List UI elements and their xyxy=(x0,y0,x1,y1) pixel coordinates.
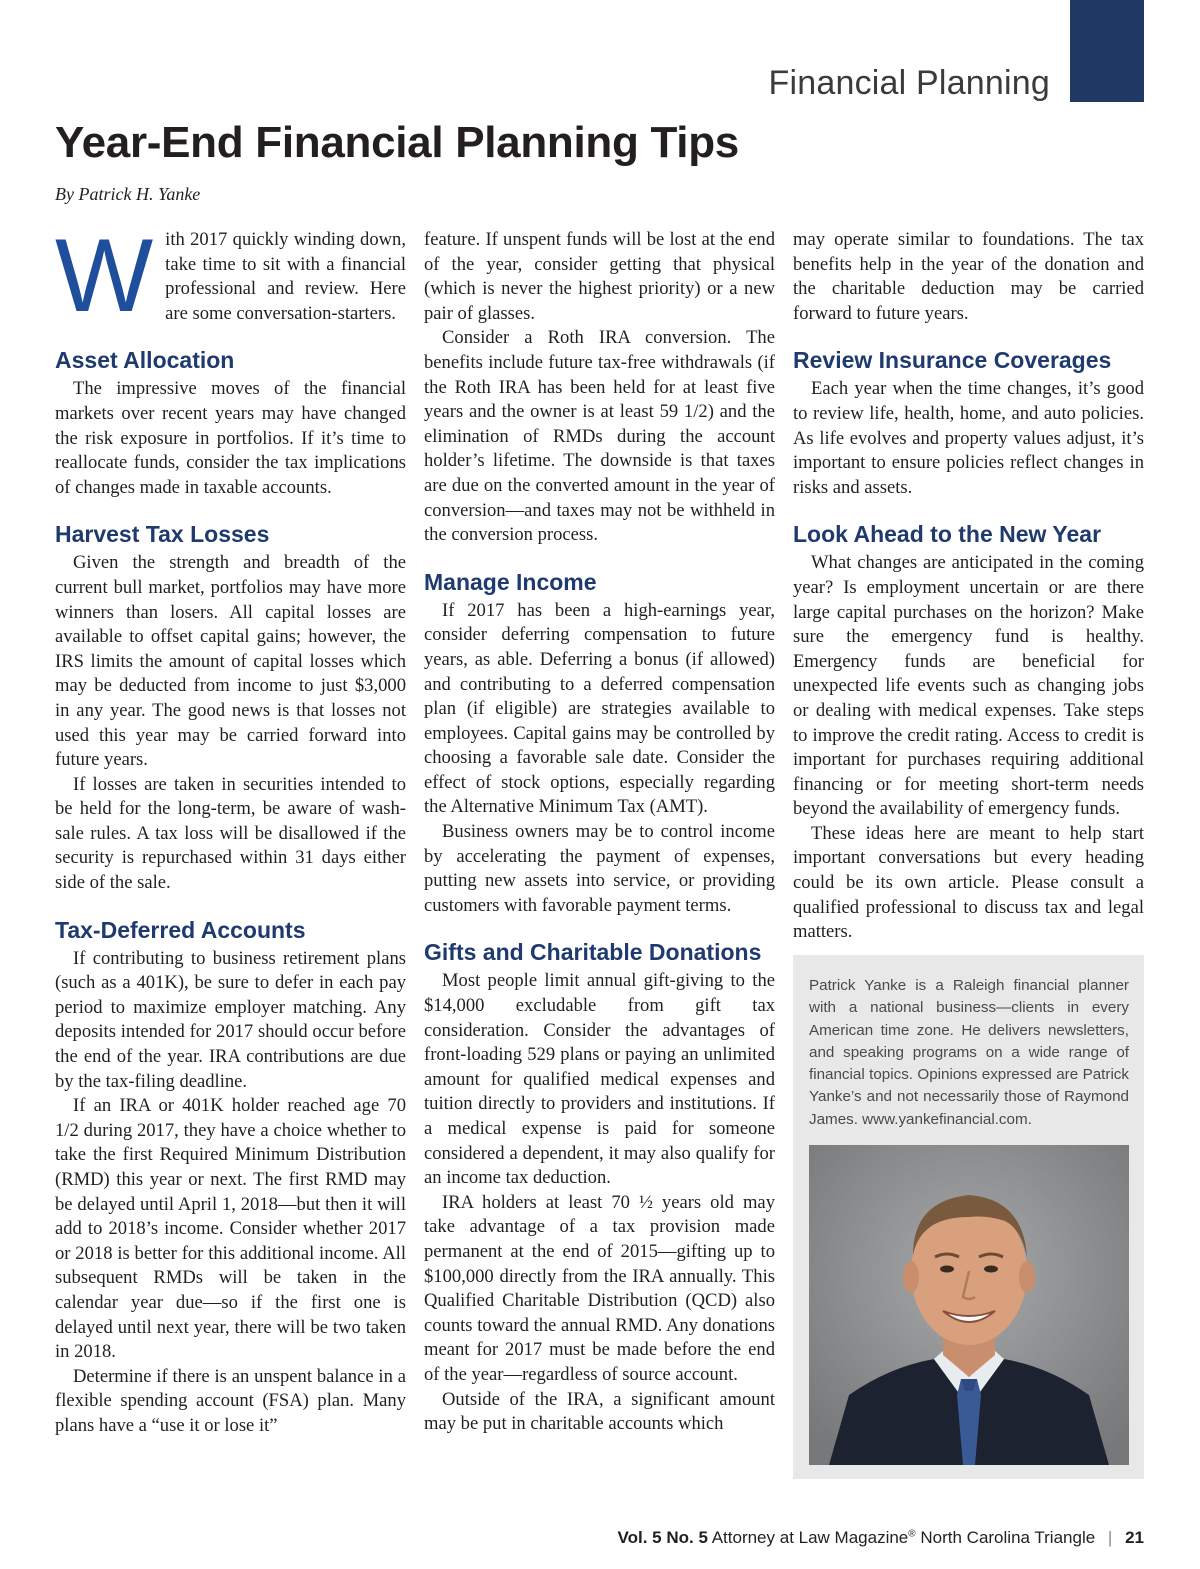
author-bio-text: Patrick Yanke is a Raleigh financial planner with a national business—clients in every American time zone. He delivers newsletters, and speaking programs on a wide range of financial topics. Opinions expressed are Patrick Yanke’s and not necessarily those of Raymond James. www.yankefinancial.com. xyxy=(809,977,1129,1128)
magazine-name: Attorney at Law Magazine xyxy=(711,1528,909,1547)
footer-divider: | xyxy=(1107,1528,1113,1547)
paragraph: Determine if there is an unspent balance in a flexible spending account (FSA) plan. Many plans have a “use it or lose it” xyxy=(55,1365,406,1436)
paragraph: may operate similar to foundations. The tax benefits help in the year of the donation and the charitable deduction may be carried forward to future years. xyxy=(793,229,1144,324)
paragraph: If contributing to business retirement plans (such as a 401K), be sure to defer in each pay period to maximize employer matching. Any deposits intended for 2017 should occur before the end of the year. IRA contributions are due by the tax-filing deadline. xyxy=(55,947,406,1092)
paragraph: Given the strength and breadth of the current bull market, portfolios may have more winners than losers. All capital losses are available to offset capital gains; however, the IRS limits the amount of capital losses which may be deducted from income to just $3,000 in any year. The good news is that losses not used this year may be carried forward into future years. xyxy=(55,552,406,771)
heading-review-insurance: Review Insurance Coverages xyxy=(793,347,1112,374)
paragraph: feature. If unspent funds will be lost at the end of the year, consider getting that physical (which is never the highest priority) or a new pair of glasses. xyxy=(424,229,775,324)
paragraph: Most people limit annual gift-giving to the $14,000 excludable from gift tax consideration. Consider the advantages of front-loading 529 plans or paying an unlimited amount for qualified medical expenses and tuition directly to providers and institutions. If a medical expense is paid for someone considered a dependent, it may also qualify for an income tax deduction. xyxy=(424,970,775,1189)
paragraph: Outside of the IRA, a significant amount may be put in charitable accounts which xyxy=(424,1388,775,1435)
heading-harvest-tax-losses: Harvest Tax Losses xyxy=(55,521,270,548)
intro-paragraph xyxy=(55,218,406,334)
paragraph: Business owners may be to control income by accelerating the payment of expenses, putting new assets into service, or providing customers with favorable payment terms. xyxy=(424,821,775,916)
page-number: 21 xyxy=(1125,1528,1144,1547)
paragraph: What changes are anticipated in the coming year? Is employment uncertain or are there large capital purchases on the horizon? Make sure the emergency fund is healthy. Emergency funds are beneficial for unexpected life events such as changing jobs or dealing with medical expenses. Take steps to improve the credit rating. Access to credit is important for purchases requiring additional financing or for meeting short-term needs beyond the availability of emergency funds. xyxy=(793,552,1144,820)
heading-tax-deferred-accounts: Tax-Deferred Accounts xyxy=(55,916,306,943)
byline: By Patrick H. Yanke xyxy=(55,184,201,204)
author-bio-box xyxy=(793,955,1144,1479)
paragraph: Each year when the time changes, it’s good to review life, health, home, and auto policies. As life evolves and property values adjust, it’s important to ensure policies reflect changes in risks and assets. xyxy=(793,378,1144,498)
page-footer xyxy=(618,1528,1144,1548)
drop-cap: W xyxy=(55,218,154,334)
paragraph: These ideas here are meant to help start important conversations but every heading could be its own article. Please consult a qualified professional to discuss tax and legal matters. xyxy=(793,822,1144,943)
heading-manage-income: Manage Income xyxy=(424,568,597,595)
region-name: North Carolina Triangle xyxy=(920,1528,1096,1547)
intro-text: ith 2017 quickly winding down, take time to sit with a financial professional and review. Here are some conversation-starters. xyxy=(165,229,406,324)
registered-mark: ® xyxy=(908,1528,916,1540)
section-label: Financial Planning xyxy=(768,64,1050,102)
heading-look-ahead: Look Ahead to the New Year xyxy=(793,521,1102,548)
column-3 xyxy=(793,228,1144,945)
heading-asset-allocation: Asset Allocation xyxy=(55,347,235,374)
article-title: Year-End Financial Planning Tips xyxy=(55,118,739,167)
paragraph: If 2017 has been a high-earnings year, consider deferring compensation to future years, as able. Deferring a bonus (if allowed) and contributing to a deferred compensation plan (if eligible) are strategies available to employees. Capital gains may be controlled by choosing a favorable sale date. Consider the effect of stock options, especially regarding the Alternative Minimum Tax (AMT). xyxy=(424,599,775,818)
paragraph: Consider a Roth IRA conversion. The benefits include future tax-free withdrawals (if the Roth IRA has been held for at least five years and the owner is at least 59 1/2) and the elimination of RMDs during the account holder’s lifetime. The downside is that taxes are due on the converted amount in the year of conversion—and taxes may not be withheld in the conversion process. xyxy=(424,327,775,546)
section-tab xyxy=(1070,0,1144,102)
paragraph: IRA holders at least 70 ½ years old may take advantage of a tax provision made permanent at the end of 2015—gifting up to $100,000 directly from the IRA annually. This Qualified Charitable Distribution (QCD) also counts toward the annual RMD. Any donations meant for 2017 must be made before the end of the year—regardless of source account. xyxy=(424,1191,775,1385)
column-2 xyxy=(424,228,775,1437)
paragraph: The impressive moves of the financial markets over recent years may have changed the risk exposure in portfolios. If it’s time to reallocate funds, consider the tax implications of changes made in taxable accounts. xyxy=(55,378,406,498)
paragraph: If an IRA or 401K holder reached age 70 1/2 during 2017, they have a choice whether to take the first Required Minimum Distribution (RMD) this year or next. The first RMD may be delayed until April 1, 2018—but then it will add to 2018’s income. Consider whether 2017 or 2018 is better for this additional income. All subsequent RMDs will be taken in the calendar year due—so if the first one is delayed until next year, there will be two taken in 2018. xyxy=(55,1095,406,1363)
author-portrait-icon xyxy=(809,1145,1129,1465)
heading-gifts-charitable: Gifts and Charitable Donations xyxy=(424,939,762,966)
column-1 xyxy=(55,218,406,1439)
volume-number: Vol. 5 No. 5 xyxy=(617,1528,708,1547)
portrait-illustration xyxy=(809,1145,1129,1465)
paragraph: If losses are taken in securities intended to be held for the long-term, be aware of wash-sale rules. A tax loss will be disallowed if the security is repurchased within 31 days either side of the sale. xyxy=(55,773,406,894)
